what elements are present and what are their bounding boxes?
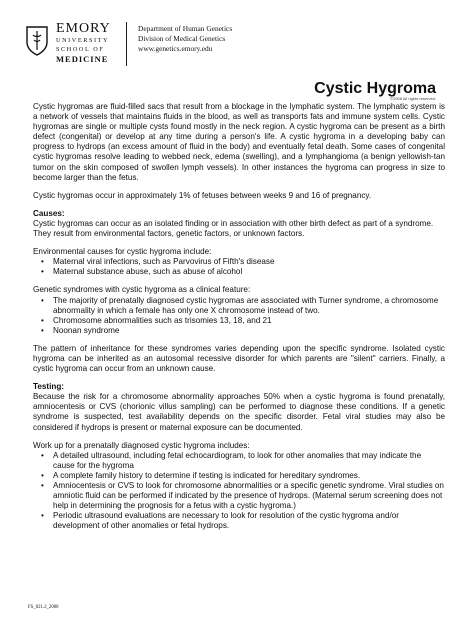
list-item: • A detailed ultrasound, including fetal echocardiogram, to look for other anomalies that may indicate the cause for the hygroma [47, 451, 445, 471]
department-info [138, 24, 232, 54]
causes-paragraph: Cystic hygromas can occur as an isolated finding or in association with other birth defect as part of a syndrome. They result from environmental factors, genetic factors, or unknown factors. [33, 218, 434, 239]
header-divider [126, 22, 127, 66]
logo-medicine: MEDICINE [56, 54, 109, 64]
list-item: • Maternal substance abuse, such as abuse of alcohol [47, 267, 445, 277]
genetic-syndromes-intro: Genetic syndromes with cystic hygroma as a clinical feature: [33, 285, 251, 295]
intro-paragraph: Cystic hygromas are fluid-filled sacs that result from a blockage in the lymphatic system. The lymphatic system is a network of vessels that maintains fluids in the blood, as well as transports fats and immune system cells. Cystic hygromas are single or multiple cysts found mostly in the neck region. A cystic hygroma can be present as a birth defect (congenital) or develop at any time during a person's life. A cystic hygroma in a developing baby can progress to hydrops (an excess amount of fluid in the body) and eventually fetal death. Some cases of congenital cystic hygromas resolve leading to webbed neck, edema (swelling), and a lymphangioma (a benign yellowish-tan tumor on the skin composed of swollen lymph vessels). In other instances the hygroma can progress in size to become larger than the fetus. [33, 102, 445, 182]
inheritance-paragraph: The pattern of inheritance for these syndromes varies depending upon the specific syndrome. Isolated cystic hygroma can be inherited as an autosomal recessive disorder for which parents are "silent" carriers. Finally, a cystic hygroma can occur from an unknown cause. [33, 343, 445, 374]
list-item: • Maternal viral infections, such as Parvovirus of Fifth's disease [47, 257, 445, 267]
logo-university: UNIVERSITY [56, 37, 110, 44]
testing-heading: Testing: [33, 382, 64, 392]
list-item: • A complete family history to determine if testing is indicated for hereditary syndromes. [47, 471, 445, 481]
workup-list [33, 451, 445, 532]
workup-intro: Work up for a prenatally diagnosed cystic hygroma includes: [33, 440, 250, 450]
list-item: • Chromosome abnormalities such as trisomies 13, 18, and 21 [47, 316, 445, 326]
environmental-causes-intro: Environmental causes for cystic hygroma include: [33, 247, 212, 257]
emory-shield-logo [26, 26, 48, 56]
division-name: Division of Medical Genetics [138, 34, 226, 43]
document-body [33, 102, 445, 539]
environmental-causes-list [33, 257, 445, 277]
incidence-paragraph: Cystic hygromas occur in approximately 1% of fetuses between weeks 9 and 16 of pregnancy. [33, 190, 372, 200]
copyright-notice: ©2008 All rights reserved. [390, 96, 436, 101]
list-item: • Periodic ultrasound evaluations are necessary to look for resolution of the cystic hygroma and/or development of other anomalies or fetal hydrops. [47, 511, 445, 531]
list-item: • Noonan syndrome [47, 326, 445, 336]
emory-wordmark [56, 22, 111, 64]
testing-paragraph: Because the risk for a chromosome abnormality approaches 50% when a cystic hygroma is found prenatally, amniocentesis or CVS (chorionic villus sampling) can be performed to diagnose these conditions. If a genetic syndrome is suspected, test availability depends on the specific disorder. Fetal viral studies may also be considered if hydrops is present or maternal exposure can be documented. [33, 392, 445, 432]
page-title: Cystic Hygroma [314, 80, 436, 97]
department-name: Department of Human Genetics [138, 24, 233, 33]
logo-school-of: SCHOOL OF [56, 46, 105, 53]
logo-name: EMORY [56, 21, 111, 36]
genetic-syndromes-list [33, 296, 445, 336]
document-code: FS_021.2_2008 [28, 605, 59, 610]
department-website[interactable]: www.genetics.emory.edu [138, 44, 213, 53]
causes-heading: Causes: [33, 208, 65, 218]
letterhead [26, 20, 456, 68]
list-item: • The majority of prenatally diagnosed cystic hygromas are associated with Turner syndrome, a chromosome abnormality in which a female has only one X chromosome instead of two. [47, 296, 445, 316]
list-item: • Amniocentesis or CVS to look for chromosome abnormalities or a specific genetic syndrome. Viral studies on amniotic fluid can be performed if indicated by the presence of hydrops. (Maternal serum screening does not help in determining the prognosis for a fetus with a cystic hygroma.) [47, 481, 445, 511]
